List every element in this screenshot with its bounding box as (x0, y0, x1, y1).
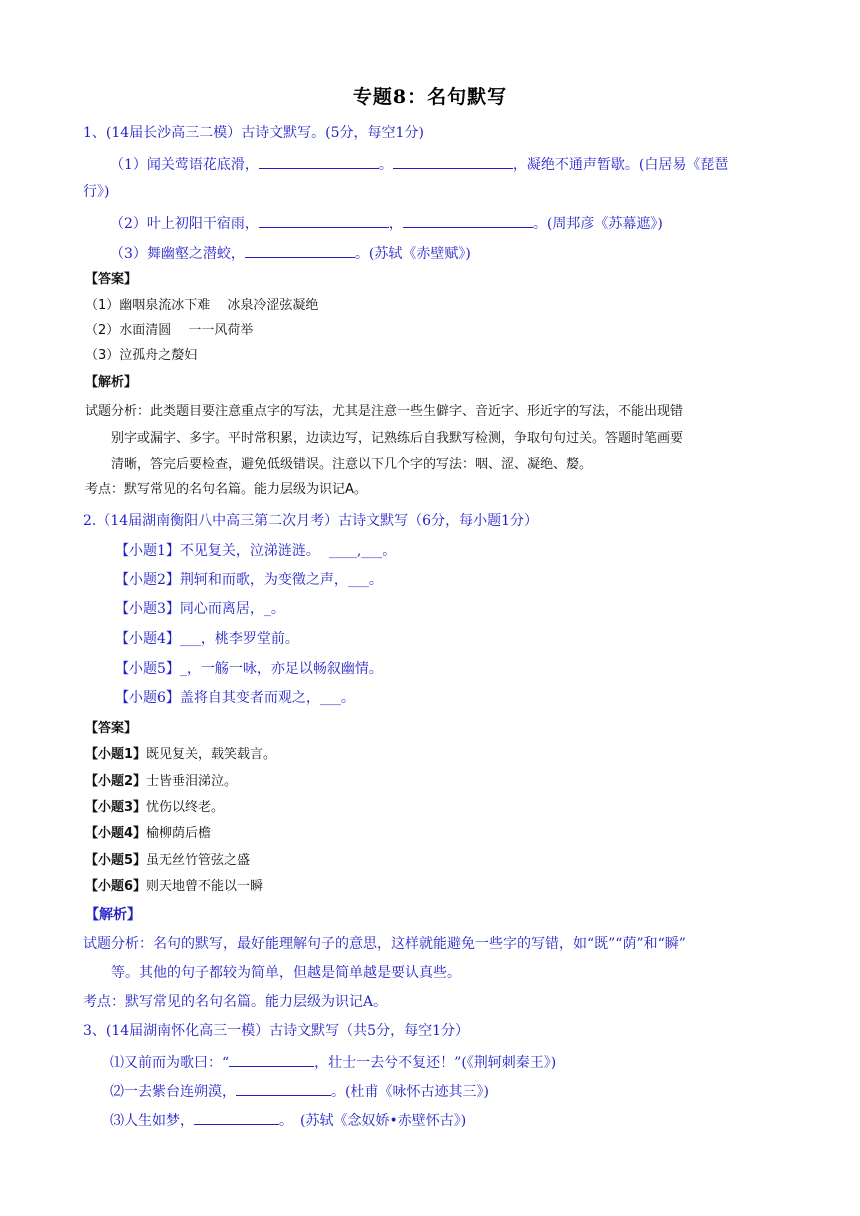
q1-answer-3: （3）泣孤舟之嫠妇 (85, 348, 198, 363)
q2-analysis-line-1: 试题分析：名句的默写，最好能理解句子的意思，这样就能避免一些字的写错，如“既”“荫”和“瞬” (83, 936, 686, 952)
q2-answer-6-text: 则天地曾不能以一瞬 (146, 879, 264, 894)
q1-analysis-line-2: 别字或漏字、多字。平时常积累，边读边写，记熟练后自我默写检测，争取句句过关。答题时笔画要 (111, 431, 684, 446)
q2-analysis-line-3: 考点：默写常见的名句名篇。能力层级为识记A。 (83, 994, 388, 1010)
q3-item-1-pre: ⑴又前而为歌曰：“ (110, 1055, 230, 1071)
q2-item-3-tail: _。 (263, 601, 285, 617)
q2-item-1-tag: 【小题1】 (115, 543, 180, 559)
q2-answer-label: 【答案】 (85, 721, 138, 736)
q2-item-5-tag: 【小题5】 (115, 661, 180, 677)
q2-answer-2-tag: 【小题2】 (85, 774, 147, 789)
q1-item-1 (110, 154, 728, 174)
q2-answer-2 (85, 773, 237, 791)
q2-answer-3 (85, 799, 224, 817)
q1-answer-2: （2）水面清圆 一一风荷举 (85, 323, 254, 338)
q3-item-2-post: 。(杜甫《咏怀古迹其三》) (331, 1084, 489, 1100)
q1-item-1-pre: （1）闻关莺语花底滑， (110, 157, 259, 173)
q1-item-2-post: 。(周邦彦《苏幕遮》) (532, 216, 663, 232)
q2-item-2-text: 荆轲和而歌，为变徵之声， (179, 572, 348, 588)
q3-item-2-pre: ⑵一去紫台连朔漠， (110, 1084, 236, 1100)
q1-item-2 (110, 213, 663, 233)
q2-answer-5-text: 虽无丝竹管弦之盛 (146, 853, 251, 868)
q1-analysis-label: 【解析】 (85, 375, 138, 390)
q3-item-1-blank (229, 1052, 314, 1067)
q1-item-2-pre: （2）叶上初阳干宿雨， (110, 216, 259, 232)
q3-item-2-blank (236, 1081, 331, 1096)
q1-item-1-blank-b (393, 154, 513, 169)
q2-item-3-tag: 【小题3】 (115, 601, 180, 617)
q2-answer-1-tag: 【小题1】 (85, 747, 147, 762)
q2-item-6 (115, 689, 355, 707)
q2-item-4 (115, 630, 299, 648)
q2-item-1 (115, 542, 396, 560)
q1-answer-1: （1）幽咽泉流冰下难 冰泉冷涩弦凝绝 (85, 298, 319, 313)
q2-item-6-text: 盖将自其变者而观之， (179, 690, 320, 706)
q1-analysis-line-1: 试题分析：此类题目要注意重点字的写法，尤其是注意一些生僻字、音近字、形近字的写法，不能出现错 (85, 404, 684, 419)
q1-item-3-pre: （3）舞幽壑之潜蛟， (110, 246, 245, 262)
q2-analysis-line-2: 等。其他的句子都较为简单，但越是简单越是要认真些。 (111, 965, 461, 981)
q2-item-4-text: ___，桃李罗堂前。 (179, 631, 299, 647)
q2-answer-4-text: 榆柳荫后檐 (146, 826, 212, 841)
q3-item-1 (110, 1052, 556, 1072)
q1-item-1-cont: 行》) (83, 184, 110, 200)
q3-item-3-post: 。 (苏轼《念奴娇•赤壁怀古》) (279, 1113, 467, 1129)
q1-item-1-post: ，凝绝不通声暂歇。(白居易《琵琶 (512, 157, 729, 173)
q1-item-2-mid: ， (388, 216, 403, 232)
q2-item-2-tag: 【小题2】 (115, 572, 180, 588)
q3-item-3-blank (194, 1110, 279, 1125)
q2-answer-1-text: 既见复关，载笑载言。 (146, 747, 277, 762)
q2-answer-3-text: 忧伤以终老。 (146, 800, 225, 815)
q2-answer-1 (85, 746, 276, 764)
q3-header: 3、(14届湖南怀化高三一模）古诗文默写（共5分，每空1分） (83, 1023, 469, 1039)
q2-item-2-tail: ___。 (347, 572, 383, 588)
q2-item-6-tag: 【小题6】 (115, 690, 180, 706)
q1-item-3 (110, 243, 471, 263)
q2-item-5-text: _，一觞一咏，亦足以畅叙幽情。 (179, 661, 383, 677)
q2-item-4-tag: 【小题4】 (115, 631, 180, 647)
q2-item-1-tail: ____,___。 (328, 543, 397, 559)
q1-item-3-post: 。(苏轼《赤壁赋》) (354, 246, 471, 262)
q2-answer-5 (85, 852, 250, 870)
q1-item-2-blank-a (259, 213, 389, 228)
q2-analysis-label: 【解析】 (85, 907, 141, 923)
q3-item-3-pre: ⑶人生如梦， (110, 1113, 194, 1129)
q2-item-3-text: 同心而离居， (179, 601, 264, 617)
q2-answer-5-tag: 【小题5】 (85, 853, 147, 868)
q2-answer-6 (85, 878, 263, 896)
q1-item-1-mid: 。 (378, 157, 393, 173)
q2-item-6-tail: ___。 (319, 690, 355, 706)
q2-answer-6-tag: 【小题6】 (85, 879, 147, 894)
q1-answer-label: 【答案】 (85, 272, 138, 287)
q2-item-5 (115, 660, 383, 678)
q1-item-1-blank-a (259, 154, 379, 169)
q2-item-1-text: 不见复关，泣涕涟涟。 (179, 543, 320, 559)
q1-item-2-blank-b (403, 213, 533, 228)
q2-answer-4-tag: 【小题4】 (85, 826, 147, 841)
q2-answer-2-text: 士皆垂泪涕泣。 (146, 774, 238, 789)
page-title: 专题8：名句默写 (352, 86, 508, 108)
q2-header: 2.（14届湖南衡阳八中高三第二次月考）古诗文默写（6分，每小题1分） (83, 513, 538, 529)
q2-answer-4 (85, 825, 211, 843)
q1-header: 1、(14届长沙高三二模）古诗文默写。(5分，每空1分) (83, 125, 424, 141)
q3-item-3 (110, 1110, 466, 1130)
q1-analysis-line-4: 考点：默写常见的名句名篇。能力层级为识记A。 (85, 482, 367, 497)
q1-item-3-blank (245, 243, 355, 258)
q1-analysis-line-3: 清晰，答完后要检查，避免低级错误。注意以下几个字的写法：咽、涩、凝绝、嫠。 (111, 457, 593, 472)
q2-item-2 (115, 571, 383, 589)
q3-item-1-post: ，壮士一去兮不复还！”(《荆轲刺秦王》) (314, 1055, 557, 1071)
q2-answer-3-tag: 【小题3】 (85, 800, 147, 815)
q3-item-2 (110, 1081, 489, 1101)
q2-item-3 (115, 600, 285, 618)
